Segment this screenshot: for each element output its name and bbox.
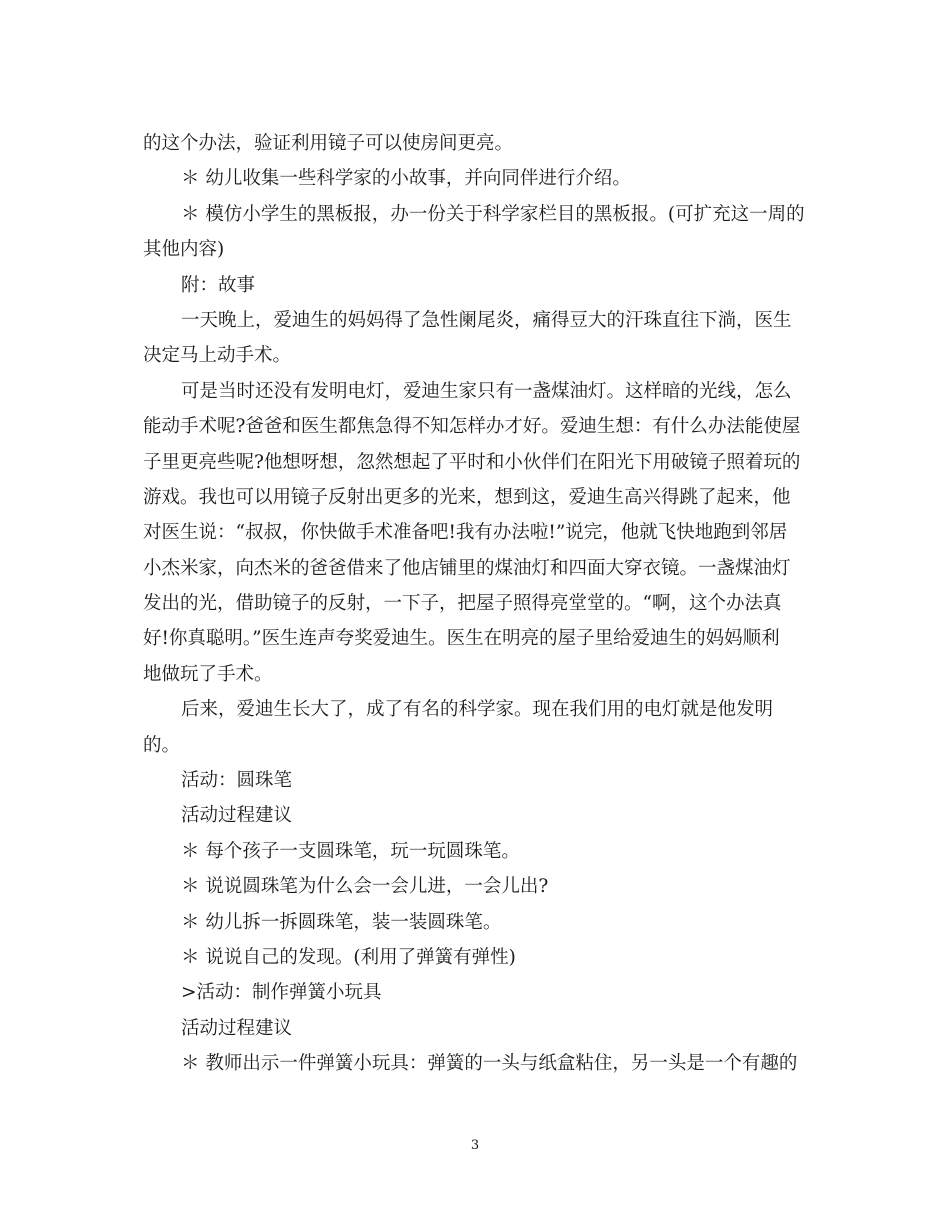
text-line: ＊ 模仿小学生的黑板报，办一份关于科学家栏目的黑板报。(可扩充这一周的 xyxy=(181,203,805,225)
text-line: 可是当时还没有发明电灯，爱迪生家只有一盏煤油灯。这样暗的光线，怎么 xyxy=(181,380,792,402)
text-line: 对医生说：“叔叔，你快做手术准备吧!我有办法啦!”说完，他就飞快地跑到邻居 xyxy=(143,522,788,544)
text-line: ＊ 教师出示一件弹簧小玩具：弹簧的一头与纸盒粘住，另一头是一个有趣的 xyxy=(181,1053,798,1075)
text-line: 活动：圆珠笔 xyxy=(181,770,293,792)
text-line: 一天晚上，爱迪生的妈妈得了急性阑尾炎，痛得豆大的汗珠直往下淌，医生 xyxy=(181,309,792,331)
text-line: 好!你真聪明。”医生连声夸奖爱迪生。医生在明亮的屋子里给爱迪生的妈妈顺利 xyxy=(143,628,780,650)
page-number: 3 xyxy=(470,1138,480,1153)
text-line: ＊ 每个孩子一支圆珠笔，玩一玩圆珠笔。 xyxy=(181,840,520,862)
text-line: 后来，爱迪生长大了，成了有名的科学家。现在我们用的电灯就是他发明 xyxy=(181,699,774,721)
text-line: 的。 xyxy=(143,734,181,756)
text-line: 小杰米家，向杰米的爸爸借来了他店铺里的煤油灯和四面大穿衣镜。一盏煤油灯 xyxy=(143,557,791,579)
text-line: ＊ 说说自己的发现。(利用了弹簧有弹性) xyxy=(181,946,516,968)
text-line: 决定马上动手术。 xyxy=(143,345,292,367)
text-line: 发出的光，借助镜子的反射，一下子，把屋子照得亮堂堂的。“啊，这个办法真 xyxy=(143,593,782,615)
text-line: 其他内容) xyxy=(143,239,225,261)
text-line: ＊ 幼儿收集一些科学家的小故事，并向同伴进行介绍。 xyxy=(181,168,631,190)
text-line: 地做玩了手术。 xyxy=(143,663,273,685)
text-line: 活动过程建议 xyxy=(181,805,293,827)
text-line: 能动手术呢?爸爸和医生都焦急得不知怎样办才好。爱迪生想：有什么办法能使屋 xyxy=(143,416,801,438)
text-line: 子里更亮些呢?他想呀想，忽然想起了平时和小伙伴们在阳光下用破镜子照着玩的 xyxy=(143,451,801,473)
text-line: ＊ 说说圆珠笔为什么会一会儿进，一会儿出? xyxy=(181,876,549,898)
text-line: >活动：制作弹簧小玩具 xyxy=(181,982,382,1004)
text-line: 游戏。我也可以用镜子反射出更多的光来，想到这，爱迪生高兴得跳了起来，他 xyxy=(143,486,791,508)
text-line: 活动过程建议 xyxy=(181,1017,293,1039)
text-line: 附：故事 xyxy=(181,274,256,296)
text-line: ＊ 幼儿拆一拆圆珠笔，装一装圆珠笔。 xyxy=(181,911,502,933)
document-body xyxy=(143,126,813,1082)
text-line: 的这个办法，验证利用镜子可以使房间更亮。 xyxy=(143,133,514,154)
